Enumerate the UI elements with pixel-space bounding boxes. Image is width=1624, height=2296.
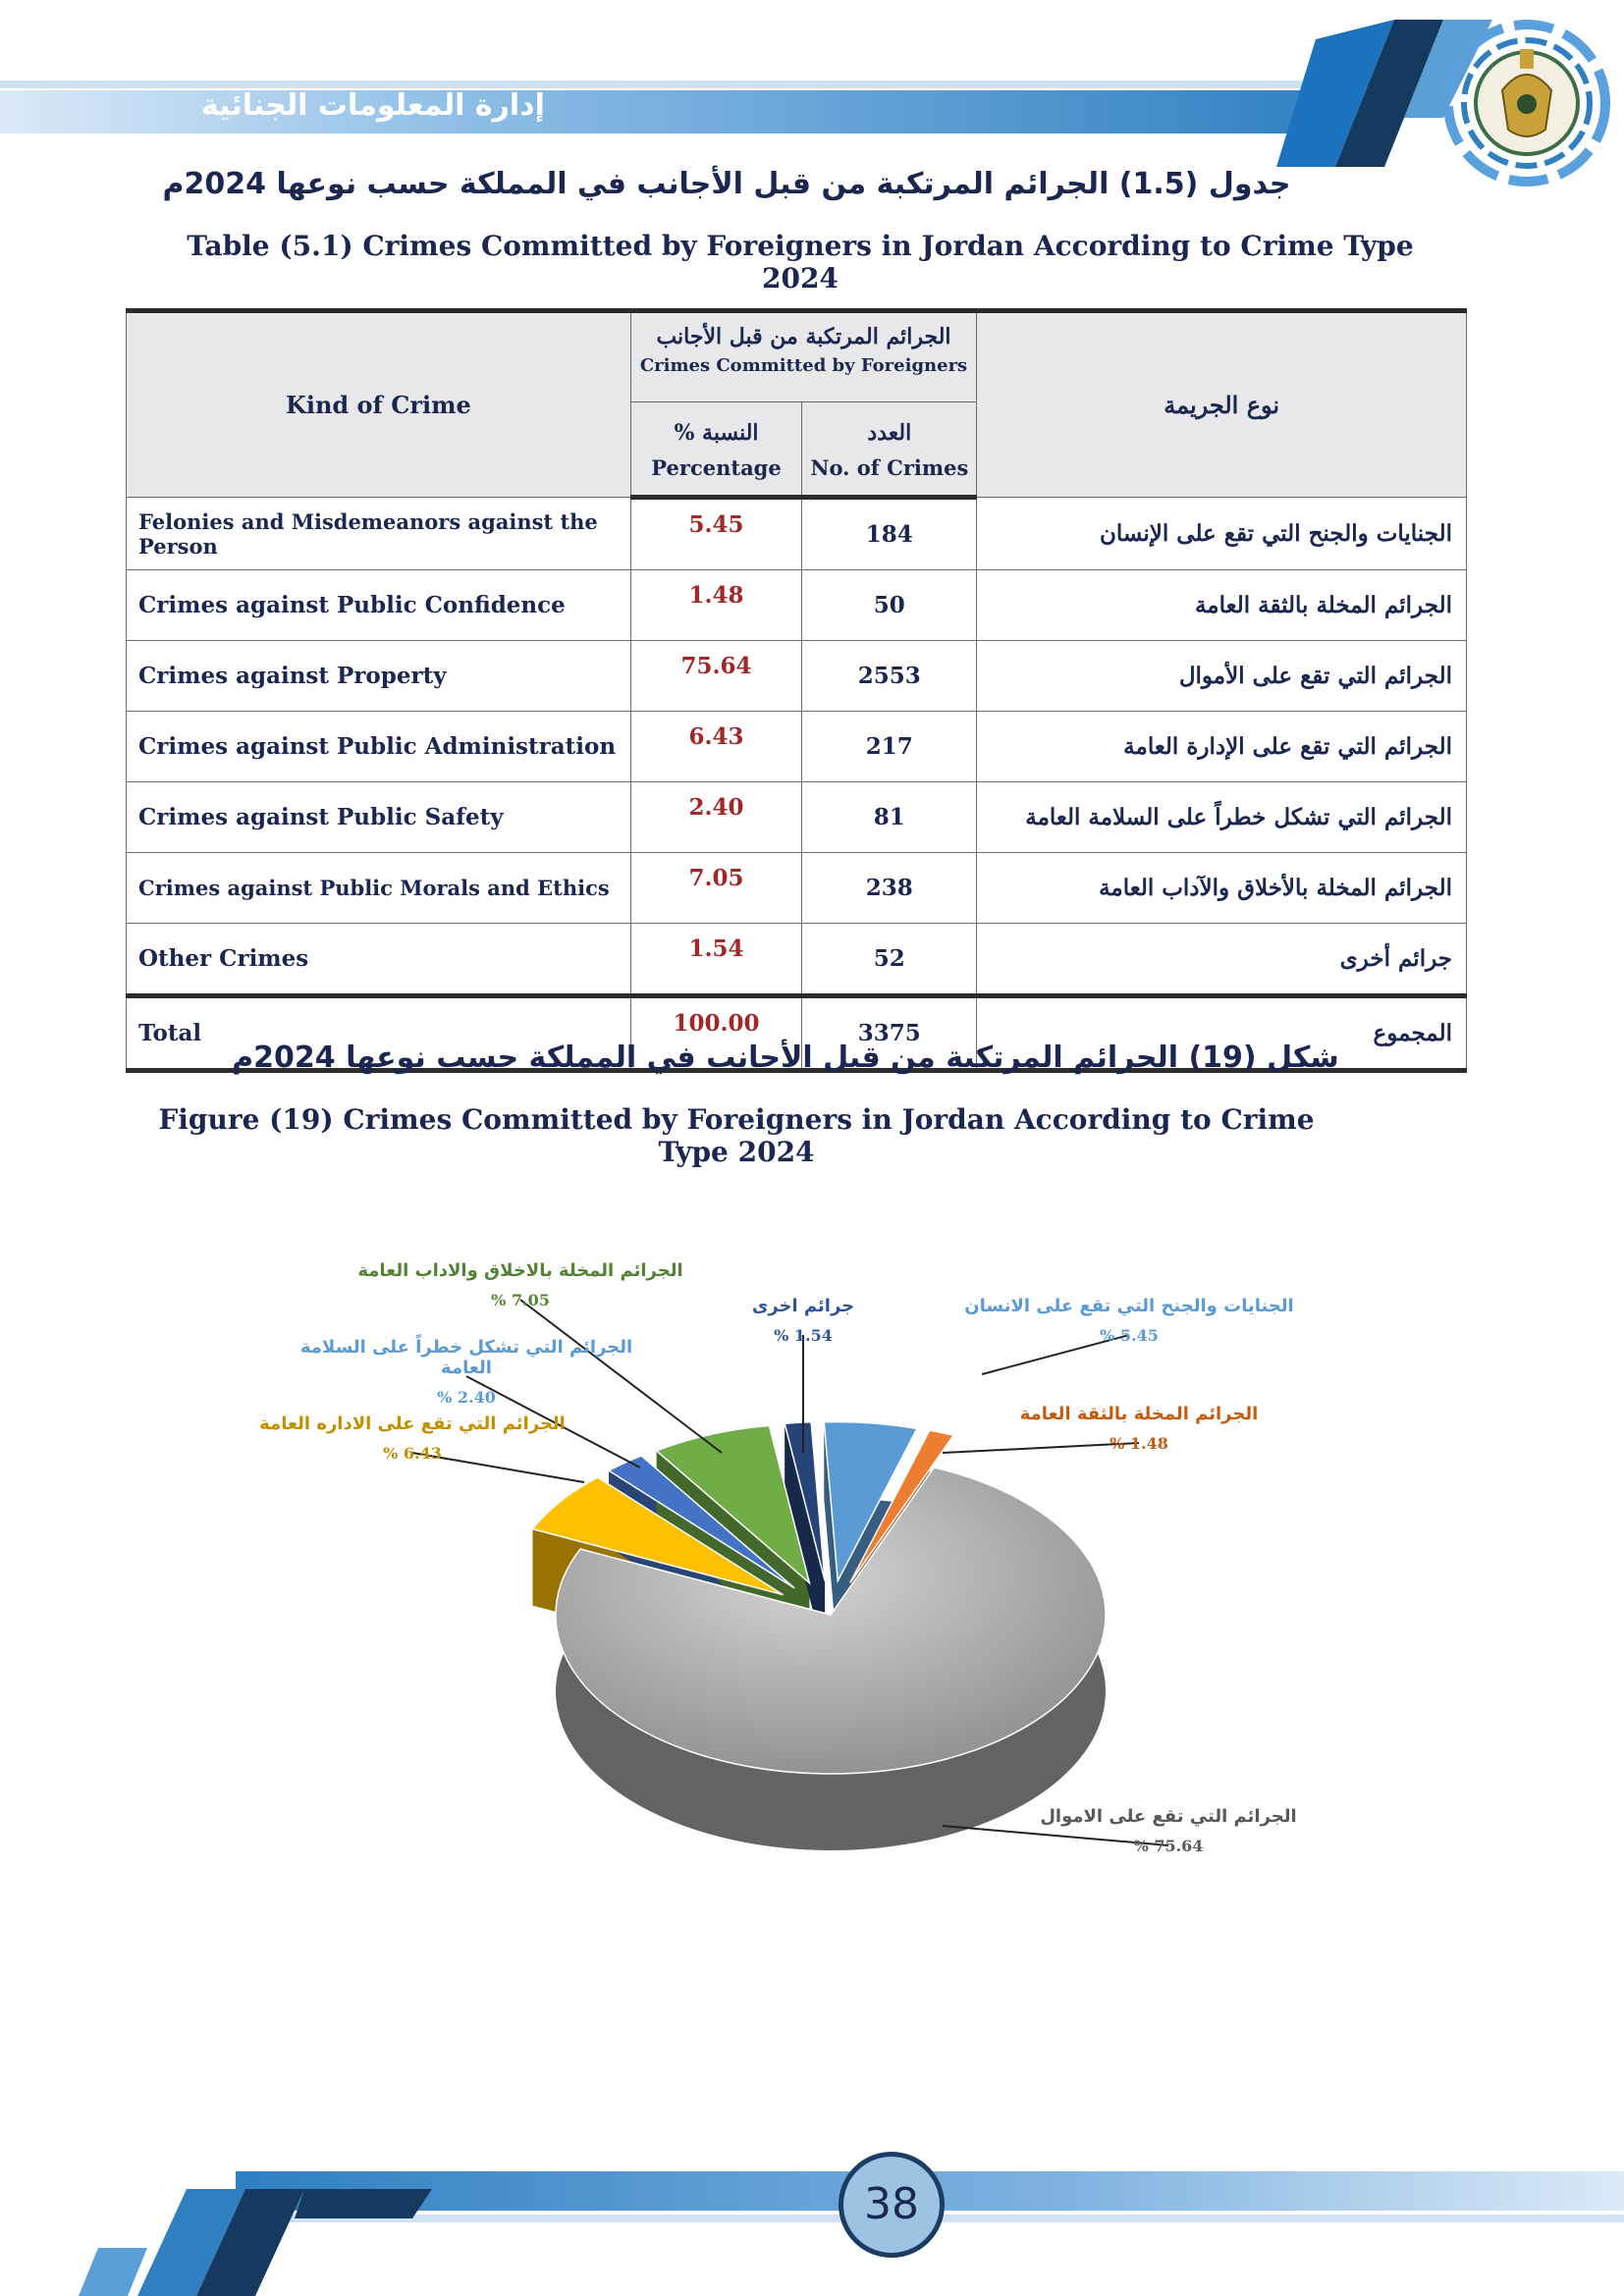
header-count [802, 402, 977, 498]
row-percentage: 1.48 [630, 570, 802, 641]
table-row [127, 498, 1467, 570]
pie-label-percent: % 6.43 [383, 1444, 442, 1463]
table-row [127, 853, 1467, 924]
crimes-table [126, 308, 1467, 1073]
header-crime-type: نوع الجريمة [977, 311, 1467, 498]
figure-title-arabic: شكل (19) الجرائم المرتكبة من قبل الأجانب في المملكة حسب نوعها 2024م [232, 1041, 1339, 1075]
header-count-english: No. of Crimes [810, 454, 969, 480]
row-count: 52 [802, 924, 977, 996]
table-row [127, 782, 1467, 853]
table-row [127, 641, 1467, 712]
row-count: 81 [802, 782, 977, 853]
row-kind-en: Crimes against Public Administration [127, 712, 631, 782]
row-count: 217 [802, 712, 977, 782]
row-kind-en: Crimes against Public Safety [127, 782, 631, 853]
table-row [127, 924, 1467, 996]
table-row [127, 570, 1467, 641]
row-kind-en: Crimes against Property [127, 641, 631, 712]
department-name: إدارة المعلومات الجنائية [201, 88, 545, 123]
header-kind-of-crime: Kind of Crime [127, 311, 631, 498]
emblem-logo [1443, 20, 1610, 187]
row-count: 2553 [802, 641, 977, 712]
table-title-english: Table (5.1) Crimes Committed by Foreigners in Jordan According to Crime Type 2024 [187, 230, 1414, 294]
pie-data-label [245, 1414, 579, 1463]
header-percentage-english: Percentage [651, 454, 782, 480]
row-kind-en: Crimes against Public Morals and Ethics [127, 853, 631, 924]
row-percentage: 5.45 [630, 498, 802, 570]
header-group-english: Crimes Committed by Foreigners [639, 355, 968, 376]
row-percentage: 6.43 [630, 712, 802, 782]
pie-label-percent: % 2.40 [437, 1388, 496, 1407]
pie-label-name: الجرائم التي تشكل خطراً على السلامة العامة [299, 1337, 633, 1378]
row-kind-ar: الجرائم التي تقع على الإدارة العامة [977, 712, 1467, 782]
row-kind-en: Other Crimes [127, 924, 631, 996]
row-kind-ar: الجنايات والجنح التي تقع على الإنسان [977, 498, 1467, 570]
pie-label-percent: % 1.48 [1110, 1434, 1168, 1453]
header-percentage-arabic: النسبة % [674, 419, 759, 446]
row-count: 238 [802, 853, 977, 924]
row-count: 184 [802, 498, 977, 570]
row-kind-ar: الجرائم المخلة بالثقة العامة [977, 570, 1467, 641]
row-percentage: 2.40 [630, 782, 802, 853]
row-percentage: 75.64 [630, 641, 802, 712]
row-kind-ar: الجرائم التي تشكل خطراً على السلامة العامة [977, 782, 1467, 853]
pie-label-name: الجرائم التي تقع على الاداره العامة [259, 1414, 566, 1434]
header-group [630, 311, 977, 402]
pie-label-name: الجرائم التي تقع على الاموال [1040, 1806, 1297, 1827]
pie-label-name: الجنايات والجنح التي تقع على الانسان [964, 1296, 1294, 1316]
pie-label-percent: % 7.05 [491, 1291, 550, 1309]
row-kind-en: Felonies and Misdemeanors against the Person [127, 498, 631, 570]
pie-label-percent: % 75.64 [1133, 1837, 1204, 1855]
header-count-arabic: العدد [867, 419, 912, 446]
row-kind-ar: الجرائم التي تقع على الأموال [977, 641, 1467, 712]
header-percentage [630, 402, 802, 498]
row-percentage: 7.05 [630, 853, 802, 924]
total-label-en: Total [127, 996, 631, 1071]
total-percentage: 100.00 [630, 996, 802, 1071]
total-count: 3375 [802, 996, 977, 1071]
header-group-arabic: الجرائم المرتكبة من قبل الأجانب [656, 324, 951, 349]
pie-data-label [972, 1404, 1306, 1453]
pie-label-percent: % 5.45 [1100, 1326, 1159, 1345]
figure-title-english: Figure (19) Crimes Committed by Foreigners in Jordan According to Crime Type 2024 [158, 1103, 1315, 1168]
total-label-ar: المجموع [977, 996, 1467, 1071]
row-percentage: 1.54 [630, 924, 802, 996]
row-kind-ar: الجرائم المخلة بالأخلاق والآداب العامة [977, 853, 1467, 924]
pie-label-percent: % 1.54 [774, 1326, 833, 1345]
table-title-arabic: جدول (1.5) الجرائم المرتكبة من قبل الأجانب في المملكة حسب نوعها 2024م [162, 167, 1291, 201]
pie-data-label [1001, 1806, 1335, 1855]
row-count: 50 [802, 570, 977, 641]
pie-data-label [962, 1296, 1296, 1345]
row-kind-ar: جرائم أخرى [977, 924, 1467, 996]
pie-data-label [299, 1337, 633, 1407]
row-kind-en: Crimes against Public Confidence [127, 570, 631, 641]
pie-data-label [636, 1296, 970, 1345]
table-row [127, 712, 1467, 782]
footer-banner [0, 2110, 1624, 2296]
pie-label-name: الجرائم المخلة بالثقة العامة [1019, 1404, 1259, 1424]
pie-label-name: الجرائم المخلة بالاخلاق والاداب العامة [357, 1260, 683, 1281]
pie-label-name: جرائم اخرى [751, 1296, 855, 1316]
page-number: 38 [839, 2152, 945, 2258]
